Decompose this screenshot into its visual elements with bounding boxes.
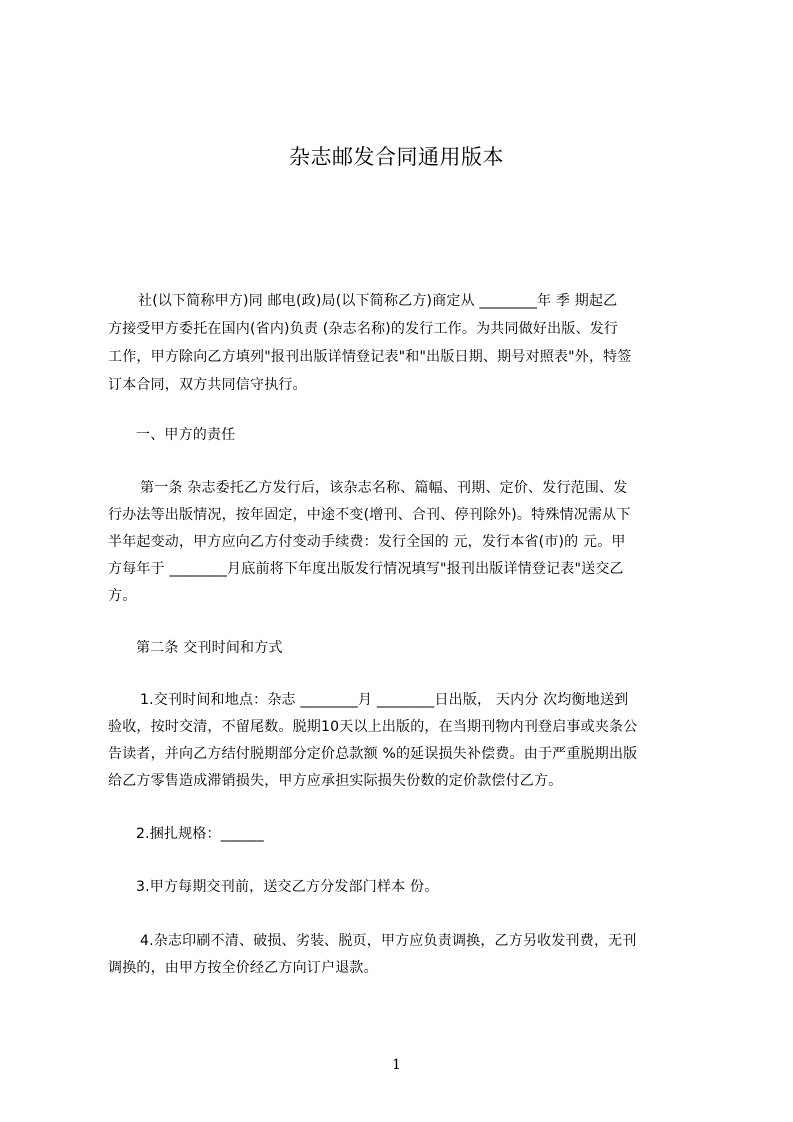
section-heading-party-a: 一、甲方的责任	[136, 427, 236, 443]
article1-line-4: 方每年于 ________月底前将下年度出版发行情况填写"报刊出版详情登记表"送交乙	[108, 561, 624, 577]
article2-heading: 第二条 交刊时间和方式	[136, 640, 283, 656]
item3-line: 3.甲方每期交刊前，送交乙方分发部门样本 份。	[136, 879, 439, 895]
intro-line-3: 工作，甲方除向乙方填列"报刊出版详情登记表"和"出版日期、期号对照表"外，特签	[108, 349, 632, 365]
article1-line-1: 第一条 杂志委托乙方发行后，该杂志名称、篇幅、刊期、定价、发行范围、发	[140, 480, 628, 496]
intro-line-2: 方接受甲方委托在国内(省内)负责 (杂志名称)的发行工作。为共同做好出版、发行	[108, 321, 619, 337]
item4-line-2: 调换的，由甲方按全价经乙方向订户退款。	[108, 960, 378, 976]
page-number: 1	[392, 1057, 401, 1073]
item1-line-2: 验收，按时交清，不留尾数。脱期10天以上出版的，在当期刊物内刊登启事或夹条公	[108, 719, 638, 735]
intro-line-1: 社(以下简称甲方)同 邮电(政)局(以下简称乙方)商定从 ________年 季 期起乙	[138, 293, 618, 309]
article1-line-3: 半年起变动，甲方应向乙方付变动手续费：发行全国的 元，发行本省(市)的 元。甲	[108, 534, 626, 550]
item1-line-3: 告读者，并向乙方结付脱期部分定价总款额 %的延误损失补偿费。由于严重脱期出版	[108, 746, 638, 762]
document-title: 杂志邮发合同通用版本	[289, 145, 504, 169]
intro-line-4: 订本合同，双方共同信守执行。	[108, 377, 307, 393]
item1-line-4: 给乙方零售造成滞销损失，甲方应承担实际损失份数的定价款偿付乙方。	[108, 773, 563, 789]
article1-line-2: 行办法等出版情况，按年固定，中途不变(增刊、合刊、停刊除外)。特殊情况需从下	[108, 507, 631, 523]
item2-line: 2.捆扎规格：______	[136, 826, 264, 842]
article1-line-5: 方。	[108, 588, 137, 604]
item1-line-1: 1.交刊时间和地点：杂志 ________月 ________日出版， 天内分 次均衡地送到	[140, 692, 629, 708]
item4-line-1: 4.杂志印刷不清、破损、劣装、脱页，甲方应负责调换，乙方另收发刊费，无刊	[140, 933, 637, 949]
